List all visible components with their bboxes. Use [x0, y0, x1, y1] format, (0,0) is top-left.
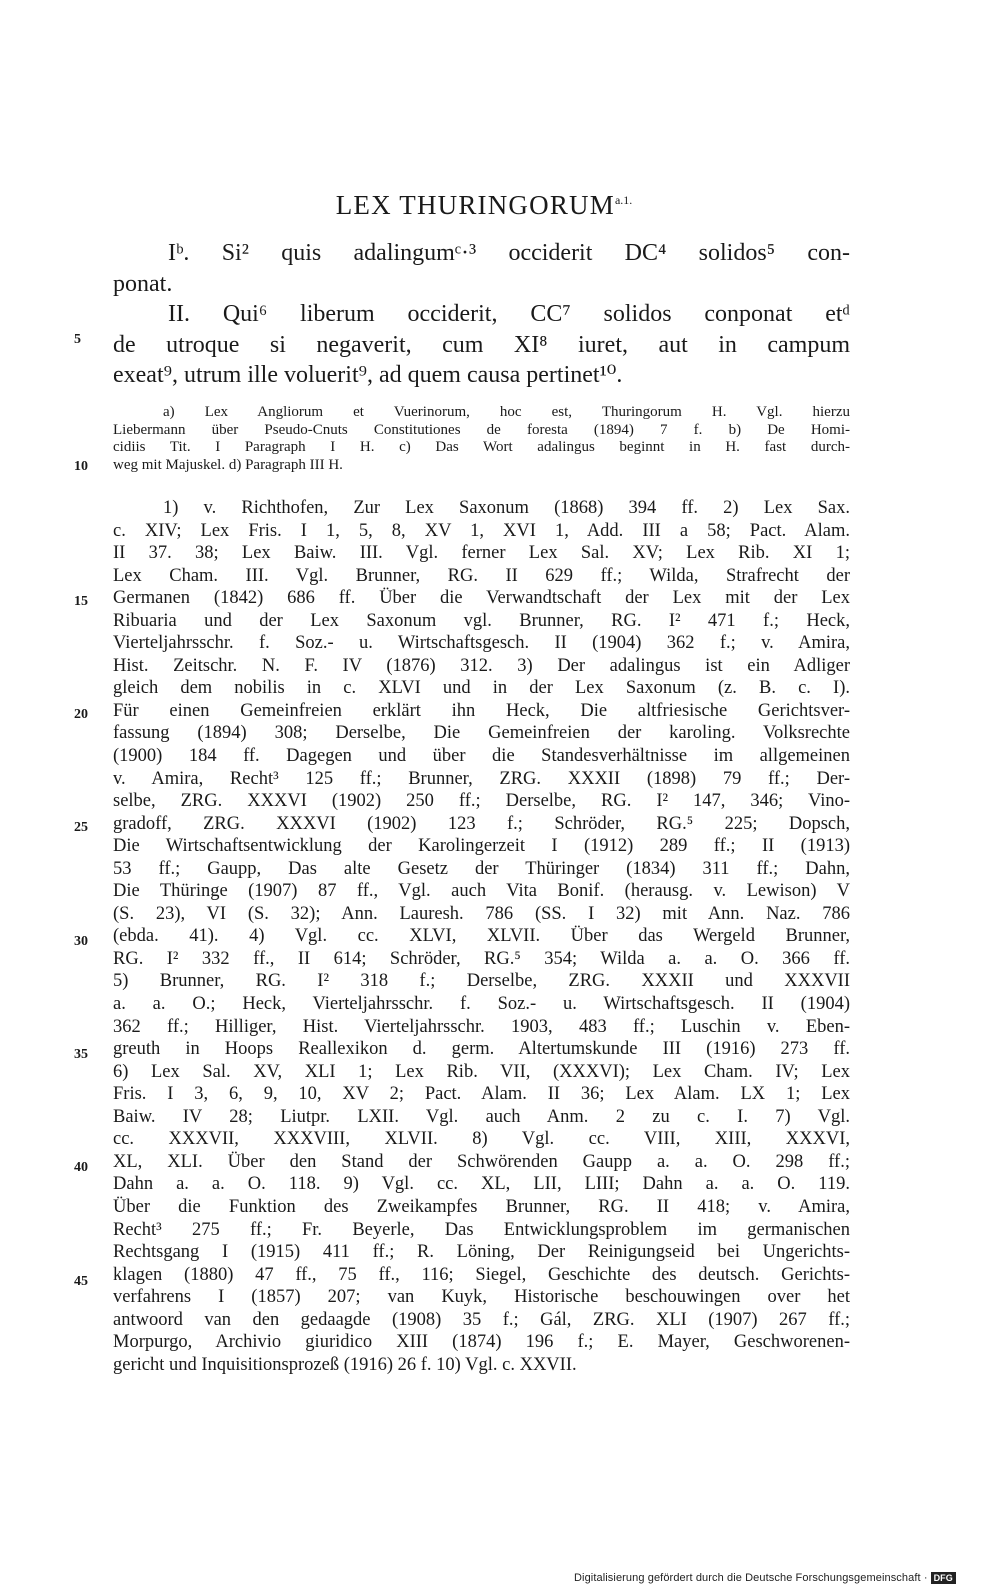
footnote-line: Für einen Gemeinfreien erklärt ihn Heck, Die altfriesische Gerichtsver-: [113, 700, 850, 721]
footer: [574, 1572, 956, 1584]
law-text: [113, 238, 850, 391]
footnote-line: Rechtsgang I (1915) 411 ff.; R. Löning, Der Reinigungseid bei Ungerichts-: [113, 1242, 850, 1263]
footnote-line: v. Amira, Recht³ 125 ff.; Brunner, ZRG. XXXII (1898) 79 ff.; Der-: [113, 768, 850, 789]
footnote-line: Vierteljahrsschr. f. Soz.- u. Wirtschaftsgesch. II (1904) 362 f.; v. Amira,: [113, 633, 850, 654]
line-number: 15: [74, 594, 88, 609]
footnote-line: Lex Cham. III. Vgl. Brunner, RG. II 629 ff.; Wilda, Strafrecht der: [113, 565, 850, 586]
footnotes: [113, 497, 850, 1376]
line-number: 20: [74, 707, 88, 722]
footnote-line: Fris. I 3, 6, 9, 10, XV 2; Pact. Alam. II 36; Lex Alam. LX 1; Lex: [113, 1084, 850, 1105]
footnote-line: klagen (1880) 47 ff., 75 ff., 116; Siegel, Geschichte des deutsch. Gerichts-: [113, 1264, 850, 1285]
footnote-line: II 37. 38; Lex Baiw. III. Vgl. ferner Lex Sal. XV; Lex Rib. XI 1;: [113, 543, 850, 564]
footnote-line: verfahrens I (1857) 207; van Kuyk, Historische beschouwingen over het: [113, 1287, 850, 1308]
line-number: 10: [74, 459, 88, 474]
footnote-line: c. XIV; Lex Fris. I 1, 5, 8, XV 1, XVI 1, Add. III a 58; Pact. Alam.: [113, 520, 850, 541]
footnote-line: XL, XLI. Über den Stand der Schwörenden Gaupp a. a. O. 298 ff.;: [113, 1151, 850, 1172]
critical-apparatus: [113, 404, 850, 474]
footnote-line: Die Wirtschaftsentwicklung der Karolingerzeit I (1912) 289 ff.; II (1913): [113, 836, 850, 857]
footnote-line: (S. 23), VI (S. 32); Ann. Lauresh. 786 (SS. I 32) mit Ann. Naz. 786: [113, 903, 850, 924]
line-number: 35: [74, 1047, 88, 1062]
footnote-line: greuth in Hoops Reallexikon d. germ. Altertumskunde III (1916) 273 ff.: [113, 1039, 850, 1060]
dfg-logo: DFG: [931, 1572, 956, 1584]
line-number: 5: [74, 332, 81, 347]
footnote-line: selbe, ZRG. XXXVI (1902) 250 ff.; Derselbe, RG. I² 147, 346; Vino-: [113, 791, 850, 812]
footnote-line: (ebda. 41). 4) Vgl. cc. XLVI, XLVII. Über das Wergeld Brunner,: [113, 926, 850, 947]
footnote-line: fassung (1894) 308; Derselbe, Die Gemeinfreien der karoling. Volksrechte: [113, 723, 850, 744]
footnote-line: Dahn a. a. O. 118. 9) Vgl. cc. XL, LII, LIII; Dahn a. a. O. 119.: [113, 1174, 850, 1195]
line-number: 45: [74, 1274, 88, 1289]
footnote-line: Ribuaria und der Lex Saxonum vgl. Brunner, RG. I² 471 f.; Heck,: [113, 610, 850, 631]
footnote-line: RG. I² 332 ff., II 614; Schröder, RG.⁵ 354; Wilda a. a. O. 366 ff.: [113, 948, 850, 969]
footnote-line: 1) v. Richthofen, Zur Lex Saxonum (1868) 394 ff. 2) Lex Sax.: [163, 498, 850, 518]
footnote-line: a. a. O.; Heck, Vierteljahrsschr. f. Soz.- u. Wirtschaftsgesch. II (1904): [113, 994, 850, 1015]
footnote-line: 53 ff.; Gaupp, Das alte Gesetz der Thüringer (1834) 311 ff.; Dahn,: [113, 858, 850, 879]
footnote-line: 6) Lex Sal. XV, XLI 1; Lex Rib. VII, (XXXVI); Lex Cham. IV; Lex: [113, 1061, 850, 1082]
footnote-line: Hist. Zeitschr. N. F. IV (1876) 312. 3) Der adalingus ist ein Adliger: [113, 655, 850, 676]
footnote-line: 362 ff.; Hilliger, Hist. Vierteljahrsschr. 1903, 483 ff.; Luschin v. Eben-: [113, 1016, 850, 1037]
footnote-line: gleich dem nobilis in c. XLVI und in der Lex Saxonum (z. B. c. I).: [113, 678, 850, 699]
footnote-line: Baiw. IV 28; Liutpr. LXII. Vgl. auch Anm. 2 zu c. I. 7) Vgl.: [113, 1106, 850, 1127]
law-line: II. Qui⁶ liberum occiderit, CC⁷ solidos conponat etᵈ: [168, 301, 850, 327]
footnote-line: antwoord van den gedaagde (1908) 35 f.; Gál, ZRG. XLI (1907) 267 ff.;: [113, 1309, 850, 1330]
line-number: 40: [74, 1160, 88, 1175]
footnote-line: Über die Funktion des Zweikampfes Brunner, RG. II 418; v. Amira,: [113, 1196, 850, 1217]
line-number: 30: [74, 934, 88, 949]
apparatus-line: cidiis Tit. I Paragraph I H. c) Das Wort adalingus beginnt in H. fast durch-: [113, 439, 850, 455]
apparatus-line: a) Lex Angliorum et Vuerinorum, hoc est, Thuringorum H. Vgl. hierzu: [163, 404, 850, 420]
apparatus-line: Liebermann über Pseudo-Cnuts Constitutiones de foresta (1894) 7 f. b) De Homi-: [113, 421, 850, 438]
footnote-line: cc. XXXVII, XXXVIII, XLVII. 8) Vgl. cc. VIII, XIII, XXXVI,: [113, 1129, 850, 1150]
footnote-line: 5) Brunner, RG. I² 318 f.; Derselbe, ZRG. XXXII und XXXVII: [113, 971, 850, 992]
law-line: ponat.: [113, 270, 173, 297]
footnote-line: Recht³ 275 ff.; Fr. Beyerle, Das Entwicklungsproblem im germanischen: [113, 1219, 850, 1240]
line-number: 25: [74, 820, 88, 835]
apparatus-line: weg mit Majuskel. d) Paragraph III H.: [113, 456, 343, 473]
footnote-line: gericht und Inquisitionsprozeß (1916) 26 f. 10) Vgl. c. XXVII.: [113, 1354, 577, 1375]
law-line: de utroque si negaverit, cum XI⁸ iuret, aut in campum: [113, 331, 850, 358]
footnote-line: (1900) 184 ff. Dagegen und über die Standesverhältnisse im allgemeinen: [113, 746, 850, 767]
law-line: exeat⁹, utrum ille voluerit⁹, ad quem causa pertinet¹⁰.: [113, 362, 623, 388]
title-note-marker: a.1.: [614, 193, 633, 207]
page-title: LEX $THURINGORUM^{a.1.}$: [335, 190, 633, 220]
footnote-line: Die Thüringe (1907) 87 ff., Vgl. auch Vita Bonif. (herausg. v. Lewison) V: [113, 881, 850, 902]
footer-text: Digitalisierung gefördert durch die Deutsche Forschungsgemeinschaft ·: [574, 1572, 928, 1584]
footnote-line: gradoff, ZRG. XXXVI (1902) 123 f.; Schröder, RG.⁵ 225; Dopsch,: [113, 813, 850, 834]
footnote-line: Germanen (1842) 686 ff. Über die Verwandtschaft der Lex mit der Lex: [113, 588, 850, 609]
law-line: Iᵇ. Si² quis adalingumᶜ·³ occiderit DC⁴ solidos⁵ con-: [168, 240, 850, 266]
footnote-line: Morpurgo, Archivio giuridico XIII (1874) 196 f.; E. Mayer, Geschworenen-: [113, 1332, 850, 1353]
